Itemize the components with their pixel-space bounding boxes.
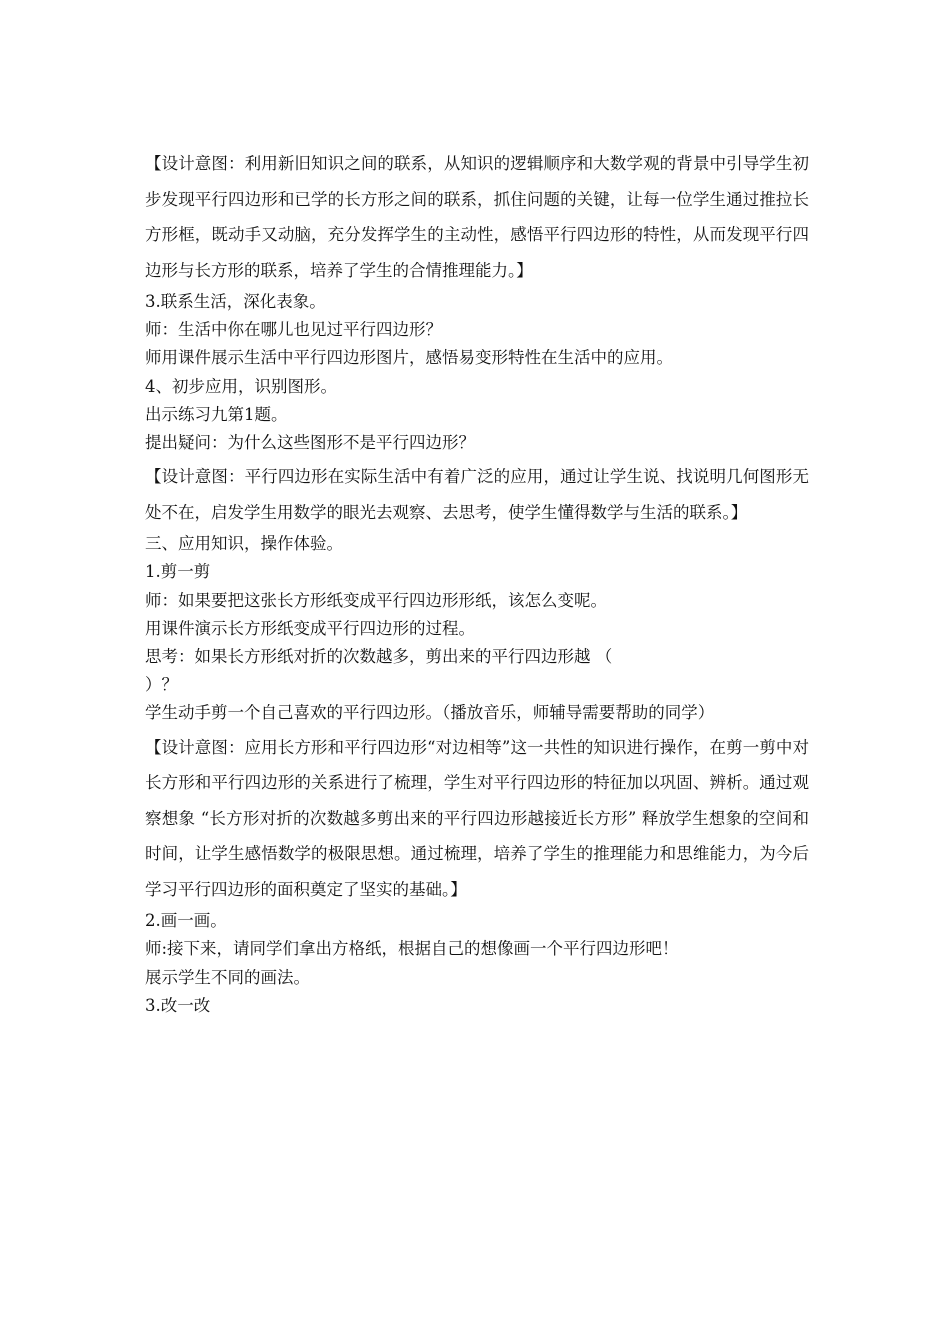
student-activity-line: 学生动手剪一个自己喜欢的平行四边形。（播放音乐，师辅导需要帮助的同学） (145, 703, 715, 723)
show-drawings-line: 展示学生不同的画法。 (145, 967, 310, 987)
step-heading-draw: 2.画一画。 (145, 911, 227, 931)
thinking-question-line: 思考：如果长方形纸对折的次数越多，剪出来的平行四边形越 （ (145, 647, 613, 667)
document-body (145, 146, 809, 1020)
design-intent-paragraph-2: 【设计意图：平行四边形在实际生活中有着广泛的应用，通过让学生说、找说明几何图形无处不在，启发学生用数学的眼光去观察、去思考，使学生懂得数学与生活的联系。】 (145, 467, 809, 522)
teacher-question-line: 师：生活中你在哪儿也见过平行四边形？ (145, 320, 442, 340)
teacher-cut-question-line: 师：如果要把这张长方形纸变成平行四边形形纸，该怎么变呢。 (145, 590, 607, 610)
design-intent-paragraph-1: 【设计意图：利用新旧知识之间的联系，从知识的逻辑顺序和大数学观的背景中引导学生初步发现平行四边形和已学的长方形之间的联系，抓住问题的关键，让每一位学生通过推拉长方形框，既动手又动脑，充分发挥学生的主动性，感悟平行四边形的特性，从而发现平行四边形与长方形的联系，培养了学生的合情推理能力。】 (145, 154, 809, 280)
thinking-question-continuation: ）？ (145, 675, 178, 695)
question-line: 提出疑问：为什么这些图形不是平行四边形？ (145, 433, 475, 453)
section-heading-apply-knowledge: 三、应用知识，操作体验。 (145, 534, 343, 554)
teacher-draw-instruction-line: 师:接下来，请同学们拿出方格纸，根据自己的想像画一个平行四边形吧！ (145, 939, 679, 959)
step-heading-connect-life: 3.联系生活，深化表象。 (145, 292, 326, 311)
step-heading-modify: 3.改一改 (145, 995, 211, 1015)
courseware-demo-line: 用课件演示长方形纸变成平行四边形的过程。 (145, 618, 475, 638)
step-heading-initial-application: 4、初步应用，识别图形。 (145, 376, 337, 396)
step-heading-cut: 1.剪一剪 (145, 562, 211, 582)
courseware-show-line: 师用课件展示生活中平行四边形图片，感悟易变形特性在生活中的应用。 (145, 348, 673, 368)
design-intent-paragraph-3: 【设计意图：应用长方形和平行四边形“对边相等”这一共性的知识进行操作，在剪一剪中对长方形和平行四边形的关系进行了梳理，学生对平行四边形的特征加以巩固、辨析。通过观察想象 “长方形对折的次数越多剪出来的平行四边形越接近长方形” 释放学生想象的空间和时间，让学生感悟数学的极限思想。通过梳理，培养了学生的推理能力和思维能力，为今后学习平行四边形的面积奠定了坚实的基础。】 (145, 737, 809, 899)
exercise-line: 出示练习九第1题。 (145, 404, 288, 424)
